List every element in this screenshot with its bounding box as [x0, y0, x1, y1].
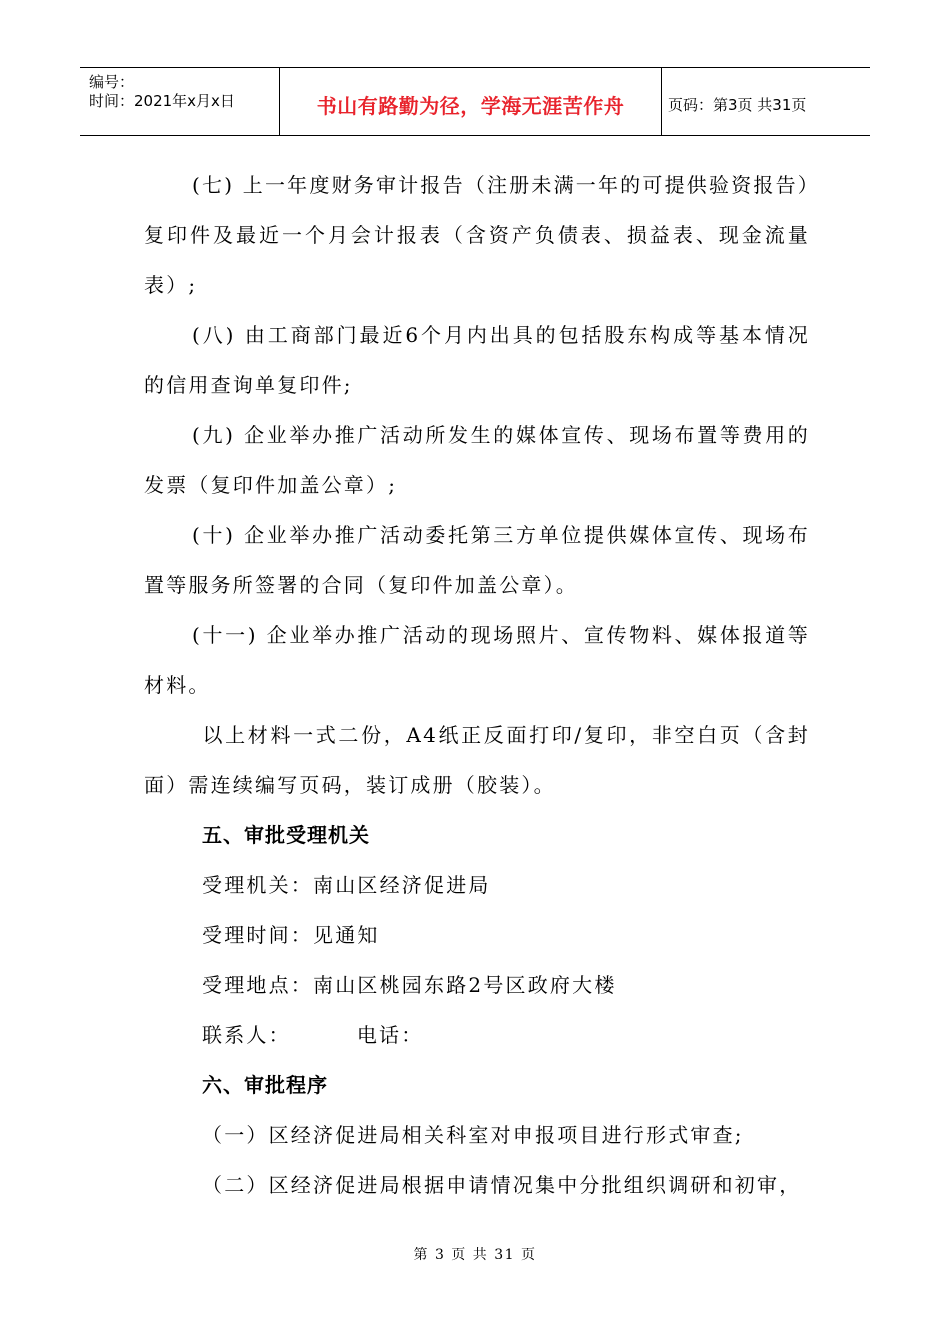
paragraph-item-10: (十) 企业举办推广活动委托第三方单位提供媒体宣传、现场布置等服务所签署的合同（复印件加盖公章）。	[144, 523, 810, 597]
paragraph-item-8: (八) 由工商部门最近6个月内出具的包括股东构成等基本情况的信用查询单复印件;	[144, 323, 810, 397]
section-6-heading: 六、审批程序	[202, 1073, 328, 1097]
document-code-label: 编号：	[89, 73, 135, 91]
procedure-step-1: （一）区经济促进局相关科室对申报项目进行形式审查;	[202, 1123, 744, 1147]
page-header	[80, 67, 870, 136]
paragraph-item-9: (九) 企业举办推广活动所发生的媒体宣传、现场布置等费用的发票（复印件加盖公章）;	[144, 423, 810, 497]
page-footer: 第 3 页 共 31 页	[413, 1247, 537, 1263]
contact-line	[144, 1010, 810, 1060]
header-page-info: 页码：第3页 共31页	[668, 96, 807, 114]
accepting-time: 受理时间：见通知	[202, 923, 380, 947]
procedure-step-2: （二）区经济促进局根据申请情况集中分批组织调研和初审，	[202, 1173, 802, 1197]
paragraph-copies-note	[144, 710, 810, 810]
document-time-label: 时间：2021年x月x日	[89, 92, 235, 110]
header-meta-cell	[80, 68, 280, 135]
paragraph-item-11: (十一) 企业举办推广活动的现场照片、宣传物料、媒体报道等材料。	[144, 623, 810, 697]
header-motto: 书山有路勤为径，学海无涯苦作舟	[316, 94, 625, 118]
header-motto-cell	[280, 68, 662, 135]
phone-label: 电话：	[356, 1023, 424, 1047]
accepting-place: 受理地点：南山区桃园东路2号区政府大楼	[202, 973, 617, 997]
accepting-agency: 受理机关：南山区经济促进局	[202, 873, 491, 897]
document-body	[144, 160, 810, 1210]
copies-note-text: 以上材料一式二份，A4纸正反面打印/复印，非空白页（含封面）需连续编写页码，装订成册（胶装）。	[144, 723, 810, 797]
contact-label: 联系人：	[202, 1023, 291, 1047]
paragraph-item-7: (七) 上一年度财务审计报告（注册未满一年的可提供验资报告）复印件及最近一个月会计报表（含资产负债表、损益表、现金流量表）;	[144, 173, 810, 297]
header-page-cell	[662, 68, 870, 135]
section-5-heading: 五、审批受理机关	[202, 823, 370, 847]
